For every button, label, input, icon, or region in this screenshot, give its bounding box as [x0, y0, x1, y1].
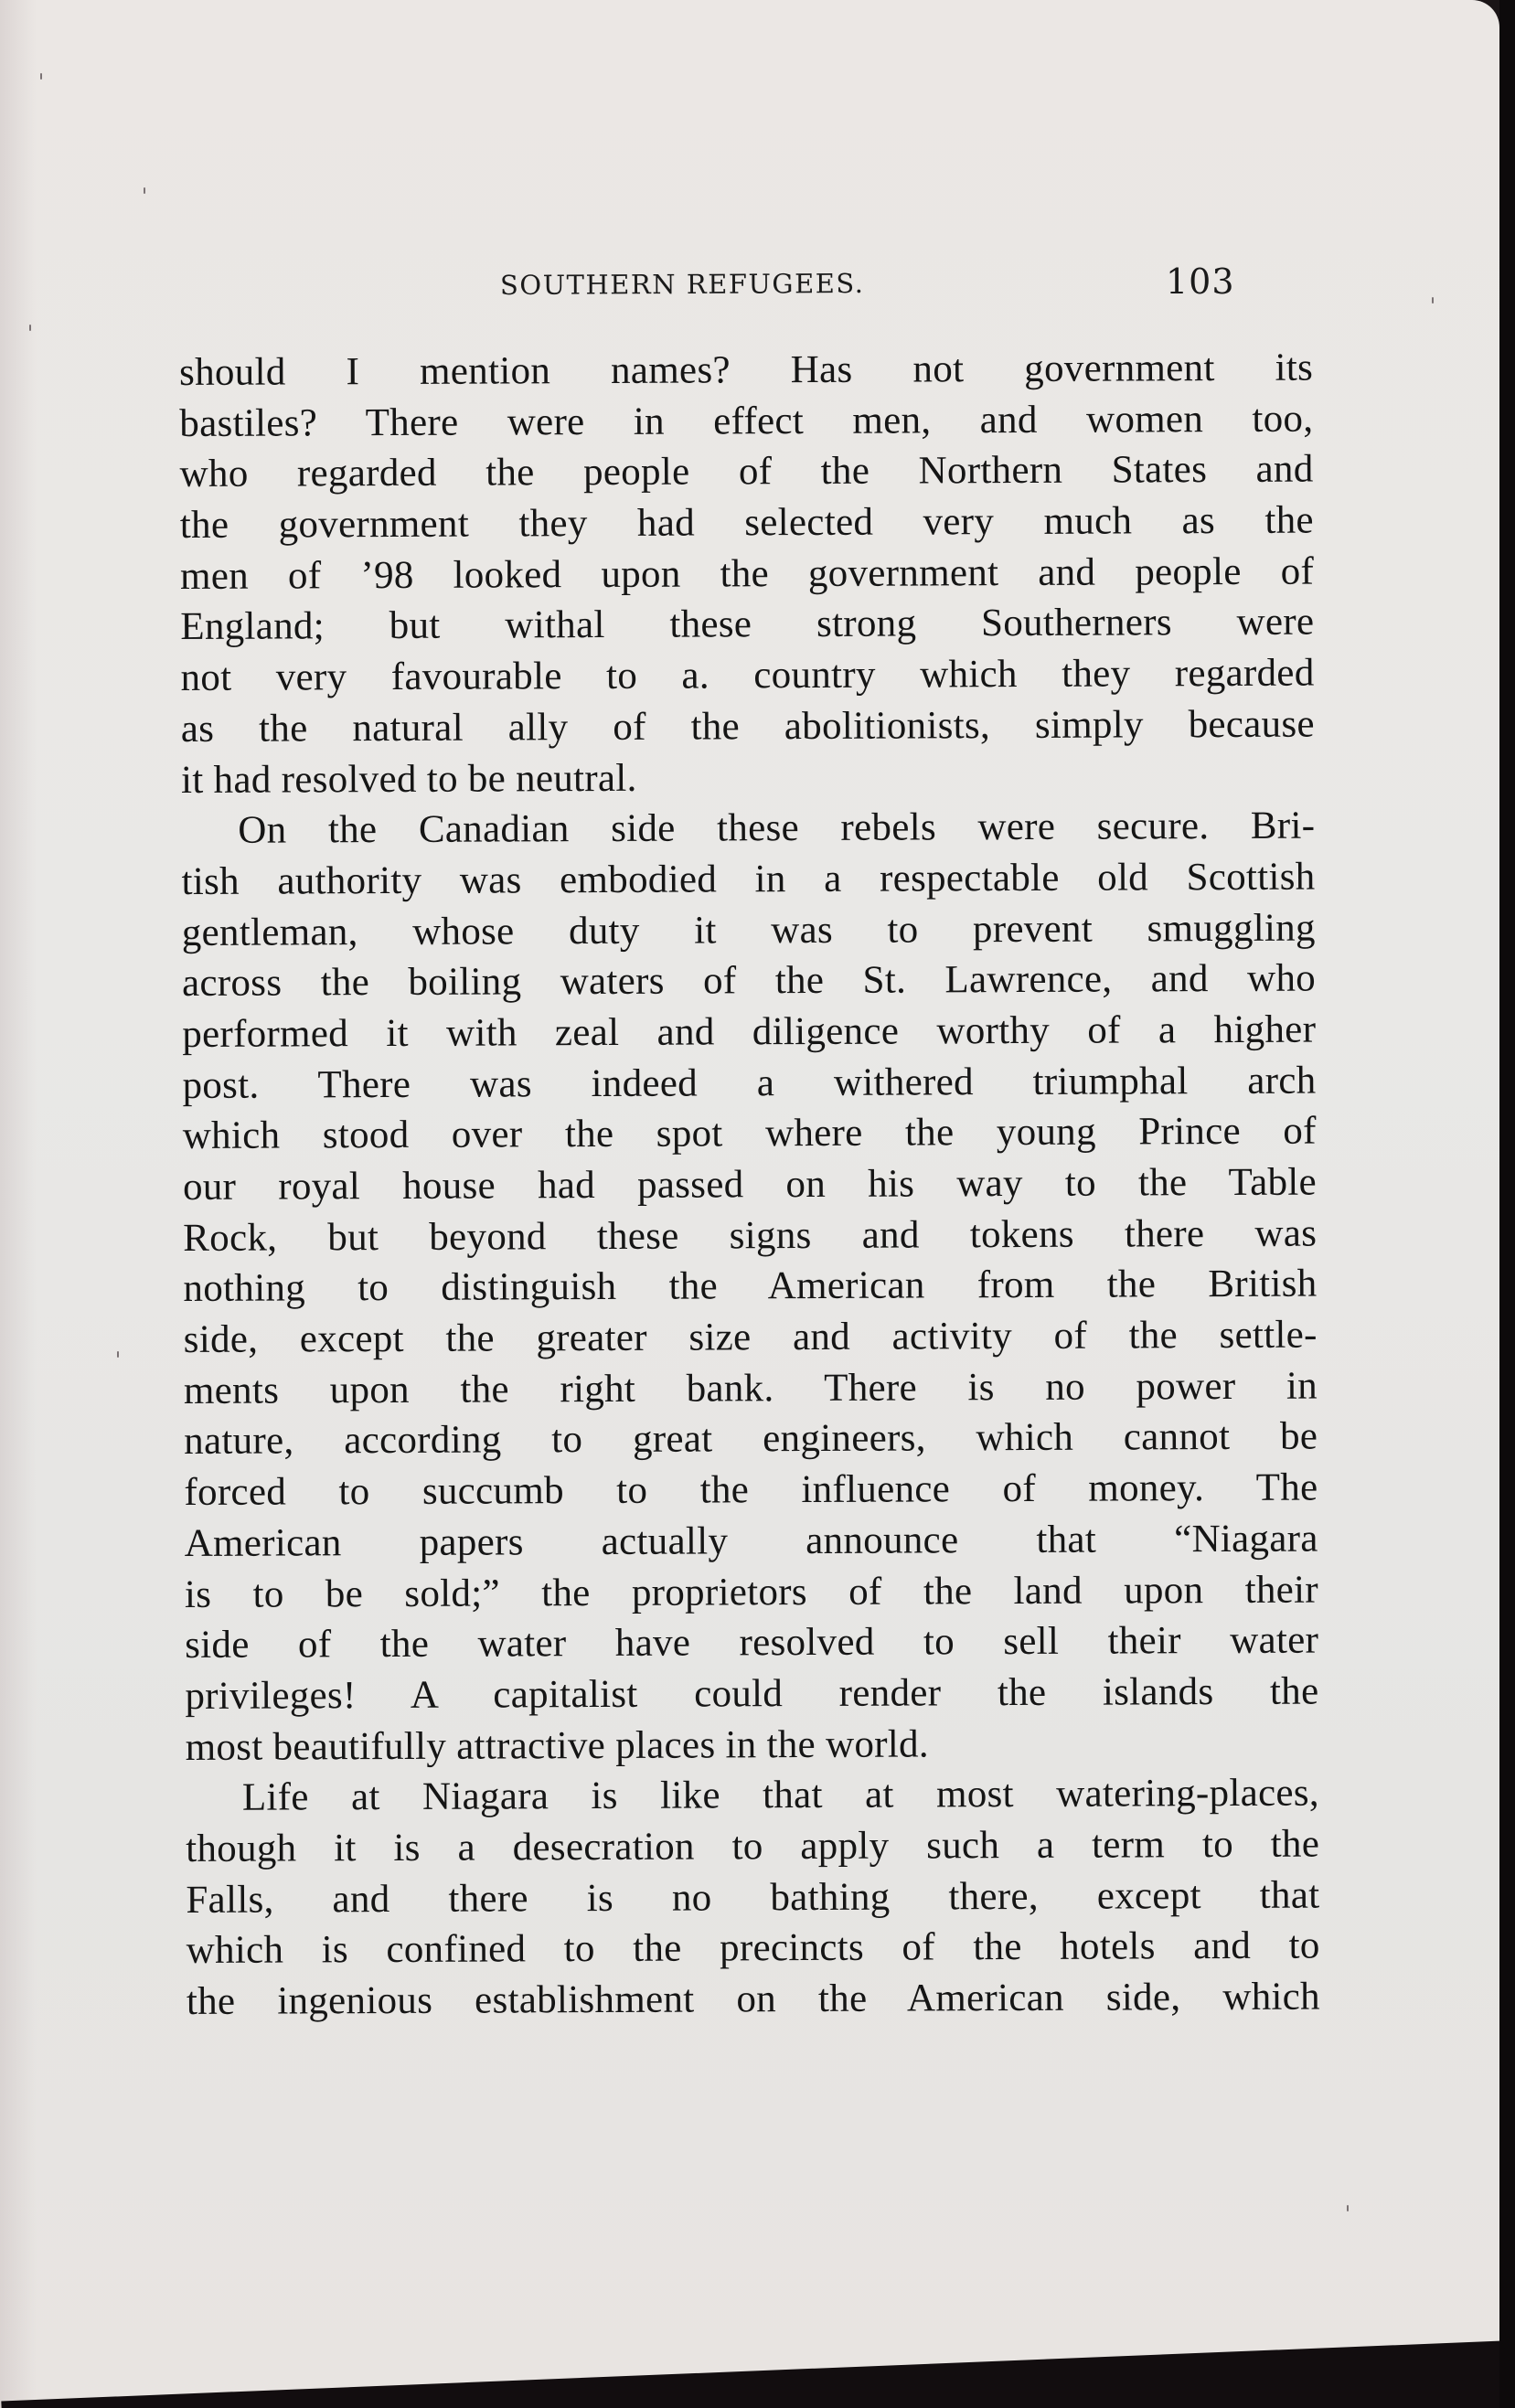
text-line: the ingenious establishment on the American side, which	[186, 1975, 1320, 2023]
text-line: American papers actually announce that “Niagara	[184, 1517, 1318, 1565]
paper-speck	[40, 73, 42, 80]
text-line: post. There was indeed a withered triumphal arch	[182, 1059, 1317, 1107]
text-line: across the boiling waters of the St. Lawrence, and who	[181, 956, 1317, 1006]
text-line: who regarded the people of the Northern States and	[179, 447, 1314, 496]
text-line: Life at Niagara is like that at most watering-places,	[241, 1771, 1320, 1819]
text-line: which is confined to the precincts of the hotels and to	[186, 1923, 1320, 1973]
scan-bottom-edge	[1, 2340, 1499, 2408]
text-line: performed it with zeal and diligence worthy of a higher	[182, 1007, 1317, 1056]
text-line: as the natural ally of the abolitionists, simply because	[180, 702, 1315, 751]
text-line: ments upon the right bank. There is no power in	[183, 1364, 1318, 1412]
text-line: tish authority was embodied in a respectable old Scottish	[181, 855, 1316, 903]
page-number: 103	[1166, 261, 1235, 302]
text-line: gentleman, whose duty it was to prevent smuggling	[181, 906, 1316, 954]
text-line: men of ’98 looked upon the government and people of	[179, 549, 1315, 598]
text-line: bastiles? There were in effect men, and women too,	[179, 397, 1314, 445]
text-line: our royal house had passed on his way to the Table	[182, 1160, 1318, 1209]
paper-speck	[144, 187, 145, 194]
text-line: side of the water have resolved to sell their water	[185, 1618, 1319, 1667]
text-line: should I mention names? Has not government its	[179, 346, 1314, 394]
paper-speck	[117, 1351, 119, 1358]
text-line: which stood over the spot where the young Prince of	[182, 1109, 1317, 1158]
text-line: forced to succumb to the influence of money. The	[184, 1465, 1318, 1515]
text-line: nature, according to great engineers, which cannot be	[184, 1415, 1318, 1464]
scan-right-edge	[1499, 0, 1515, 2408]
page-header	[499, 261, 1235, 307]
paper-speck	[1347, 2205, 1349, 2211]
paper-speck	[29, 325, 31, 331]
text-line: though it is a desecration to apply such a term to the	[186, 1822, 1320, 1870]
text-line: England; but withal these strong Southerners were	[180, 601, 1315, 649]
text-line: On the Canadian side these rebels were secure. Bri-	[238, 804, 1316, 852]
text-line: it had resolved to be neutral.	[180, 756, 637, 802]
text-line: not very favourable to a. country which they regarded	[180, 651, 1315, 700]
body-text	[179, 343, 1320, 2028]
text-line: Falls, and there is no bathing there, except that	[186, 1873, 1320, 1922]
text-line: side, except the greater size and activity of the settle-	[183, 1313, 1318, 1362]
paper-speck	[1432, 297, 1434, 304]
page-gutter-shadow	[0, 0, 37, 2408]
text-line: the government they had selected very much as the	[179, 498, 1314, 548]
text-line: Rock, but beyond these signs and tokens there was	[183, 1211, 1318, 1260]
running-head: SOUTHERN REFUGEES.	[499, 267, 865, 302]
text-line: most beautifully attractive places in the world.	[185, 1721, 930, 1769]
text-line: privileges! A capitalist could render the islands the	[185, 1669, 1319, 1718]
text-line: nothing to distinguish the American from the British	[183, 1262, 1318, 1311]
text-line: is to be sold;” the proprietors of the land upon their	[184, 1568, 1319, 1616]
